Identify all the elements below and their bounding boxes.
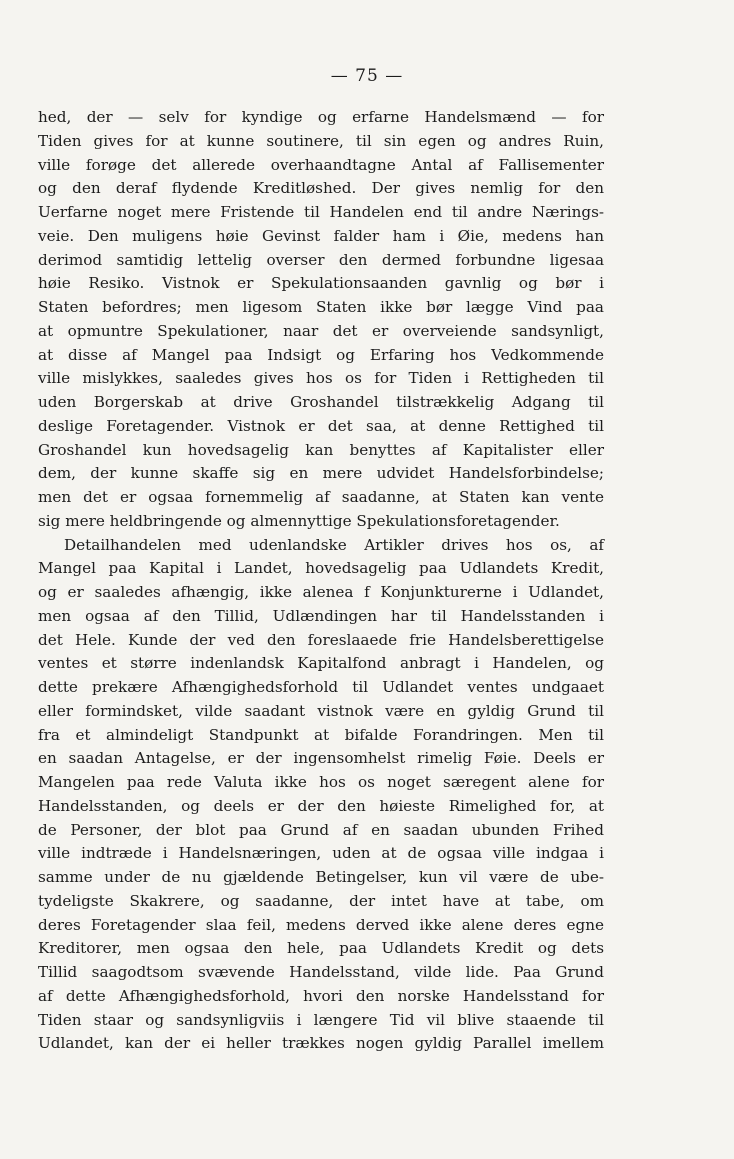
text-line: ville indtræde i Handelsnæringen, uden at de ogsaa ville indgaa i	[38, 844, 604, 863]
text-line: at disse af Mangel paa Indsigt og Erfaring hos Vedkommende	[38, 345, 604, 364]
text-line: Handelsstanden, og deels er der den høieste Rimelighed for, at	[38, 796, 604, 815]
text-line: Kreditorer, men ogsaa den hele, paa Udlandets Kredit og dets	[38, 939, 604, 958]
body-text	[38, 106, 604, 1056]
text-line: fra et almindeligt Standpunkt at bifalde Forandringen. Men til	[38, 725, 604, 744]
text-line: veie. Den muligens høie Gevinst falder ham i Øie, medens han	[38, 226, 604, 245]
text-line: Detailhandelen med udenlandske Artikler drives hos os, af	[64, 535, 604, 554]
text-line: men ogsaa af den Tillid, Udlændingen har til Handelsstanden i	[38, 606, 604, 625]
text-line: Tiden staar og sandsynligviis i længere Tid vil blive staaende til	[38, 1010, 604, 1029]
text-line: Mangelen paa rede Valuta ikke hos os noget særegent alene for	[38, 773, 604, 791]
text-line: hed, der — selv for kyndige og erfarne Handelsmænd — for	[38, 108, 604, 126]
text-line: og er saaledes afhængig, ikke alenea f Konjunkturerne i Udlandet,	[38, 583, 604, 601]
text-line: Udlandet, kan der ei heller trækkes nogen gyldig Parallel imellem	[38, 1034, 604, 1053]
text-line: Groshandel kun hovedsagelig kan benyttes af Kapitalister eller	[38, 440, 604, 459]
text-line: ventes et større indenlandsk Kapitalfond anbragt i Handelen, og	[38, 654, 604, 673]
text-line: dette prekære Afhængighedsforhold til Udlandet ventes undgaaet	[38, 678, 604, 696]
text-line: sig mere heldbringende og almennyttige Spekulationsforetagender.	[38, 511, 560, 530]
text-line: men det er ogsaa fornemmelig af saadanne, at Staten kan vente	[38, 488, 604, 506]
text-line: det Hele. Kunde der ved den foreslaaede frie Handelsberettigelse	[38, 630, 604, 649]
text-line: uden Borgerskab at drive Groshandel tilstrækkelig Adgang til	[38, 393, 604, 411]
text-line: dem, der kunne skaffe sig en mere udvidet Handelsforbindelse;	[38, 464, 604, 483]
text-line: de Personer, der blot paa Grund af en saadan ubunden Frihed	[38, 820, 604, 839]
text-line: Uerfarne noget mere Fristende til Handelen end til andre Nærings-	[38, 203, 604, 221]
text-line: Tillid saagodtsom svævende Handelsstand, vilde lide. Paa Grund	[38, 963, 604, 981]
text-line: tydeligste Skakrere, og saadanne, der intet have at tabe, om	[38, 891, 604, 910]
text-line: af dette Afhængighedsforhold, hvori den norske Handelsstand for	[38, 986, 604, 1005]
text-line: deslige Foretagender. Vistnok er det saa, at denne Rettighed til	[38, 416, 604, 435]
text-line: at opmuntre Spekulationer, naar det er overveiende sandsynligt,	[38, 321, 604, 340]
text-line: Mangel paa Kapital i Landet, hovedsagelig paa Udlandets Kredit,	[38, 559, 604, 578]
page-number: — 75 —	[330, 66, 404, 86]
text-line: Staten befordres; men ligesom Staten ikke bør lægge Vind paa	[38, 298, 604, 316]
text-line: høie Resiko. Vistnok er Spekulationsaanden gavnlig og bør i	[38, 274, 604, 293]
text-line: deres Foretagender slaa feil, medens derved ikke alene deres egne	[38, 915, 604, 934]
text-line: samme under de nu gjældende Betingelser, kun vil være de ube-	[38, 868, 604, 886]
text-line: eller formindsket, vilde saadant vistnok være en gyldig Grund til	[38, 701, 604, 720]
text-line: ville forøge det allerede overhaandtagne Antal af Fallisementer	[38, 155, 604, 174]
text-line: og den deraf flydende Kreditløshed. Der gives nemlig for den	[38, 179, 604, 198]
text-line: derimod samtidig lettelig overser den dermed forbundne ligesaa	[38, 250, 604, 269]
text-line: ville mislykkes, saaledes gives hos os for Tiden i Rettigheden til	[38, 369, 604, 388]
text-line: Tiden gives for at kunne soutinere, til sin egen og andres Ruin,	[38, 131, 604, 150]
text-line: en saadan Antagelse, er der ingensomhelst rimelig Føie. Deels er	[38, 749, 604, 768]
